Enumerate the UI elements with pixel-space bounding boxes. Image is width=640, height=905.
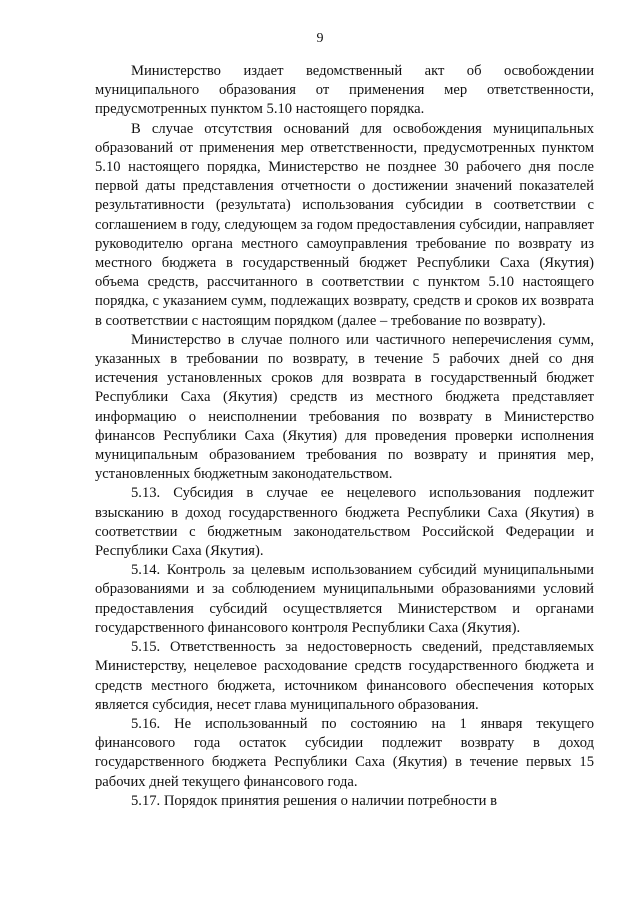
paragraph-5-13: 5.13. Субсидия в случае ее нецелевого использования подлежит взысканию в доход государственного бюджета Республики Саха (Якутия) в соответствии с бюджетным законодательством Российской Федерации и Республики Саха (Якутия). [95,485,594,560]
paragraph-refund-demand: В случае отсутствия оснований для освобождения муниципальных образований от применения мер ответственности, предусмотренных пунктом 5.10 настоящего порядка, Министерство не позднее 30 рабочего дня после первой даты представления отчетности о достижении значений показателей результативности (результата) использования субсидии в соответствии с соглашением в году, следующем за годом предоставления субсидии, направляет руководителю органа местного самоуправления требование по возврату из местного бюджета в государственный бюджет Республики Саха (Якутия) объема средств, рассчитанного в соответствии с пунктом 5.10 настоящего порядка, с указанием сумм, подлежащих возврату, средств и сроков их возврата в соответствии с настоящим порядком (далее – требование по возврату). [95,120,594,329]
paragraph-exemption-act: Министерство издает ведомственный акт об освобождении муниципального образования от применения мер ответственности, предусмотренных пунктом 5.10 настоящего порядка. [95,63,594,118]
document-body [95,62,594,811]
paragraph-5-16: 5.16. Не использованный по состоянию на 1 января текущего финансового года остаток субсидии подлежит возврату в доход государственного бюджета Республики Саха (Якутия) в течение первых 15 рабочих дней текущего финансового года. [95,715,594,790]
paragraph-non-transfer: Министерство в случае полного или частичного неперечисления сумм, указанных в требовании по возврату, в течение 5 рабочих дней со дня истечения установленных сроков для возврата в государственный бюджет Республики Саха (Якутия) средств из местного бюджета представляет информацию о неисполнении требования по возврату в Министерство финансов Республики Саха (Якутия) для проведения проверки исполнения муниципальным образованием требования по возврату и принятия мер, установленных бюджетным законодательством. [95,331,594,483]
paragraph-5-14: 5.14. Контроль за целевым использованием субсидий муниципальными образованиями и за соблюдением муниципальными образованиями условий предоставления субсидий осуществляется Министерством и органами государственного финансового контроля Республики Саха (Якутия). [95,562,594,636]
paragraph-5-17: 5.17. Порядок принятия решения о наличии потребности в [131,792,498,809]
paragraph-5-15: 5.15. Ответственность за недостоверность сведений, представляемых Министерству, нецелевое расходование средств государственного бюджета и средств местного бюджета, источником финансового обеспечения которых является субсидия, несет глава муниципального образования. [95,639,594,713]
page-number: 9 [316,31,324,46]
